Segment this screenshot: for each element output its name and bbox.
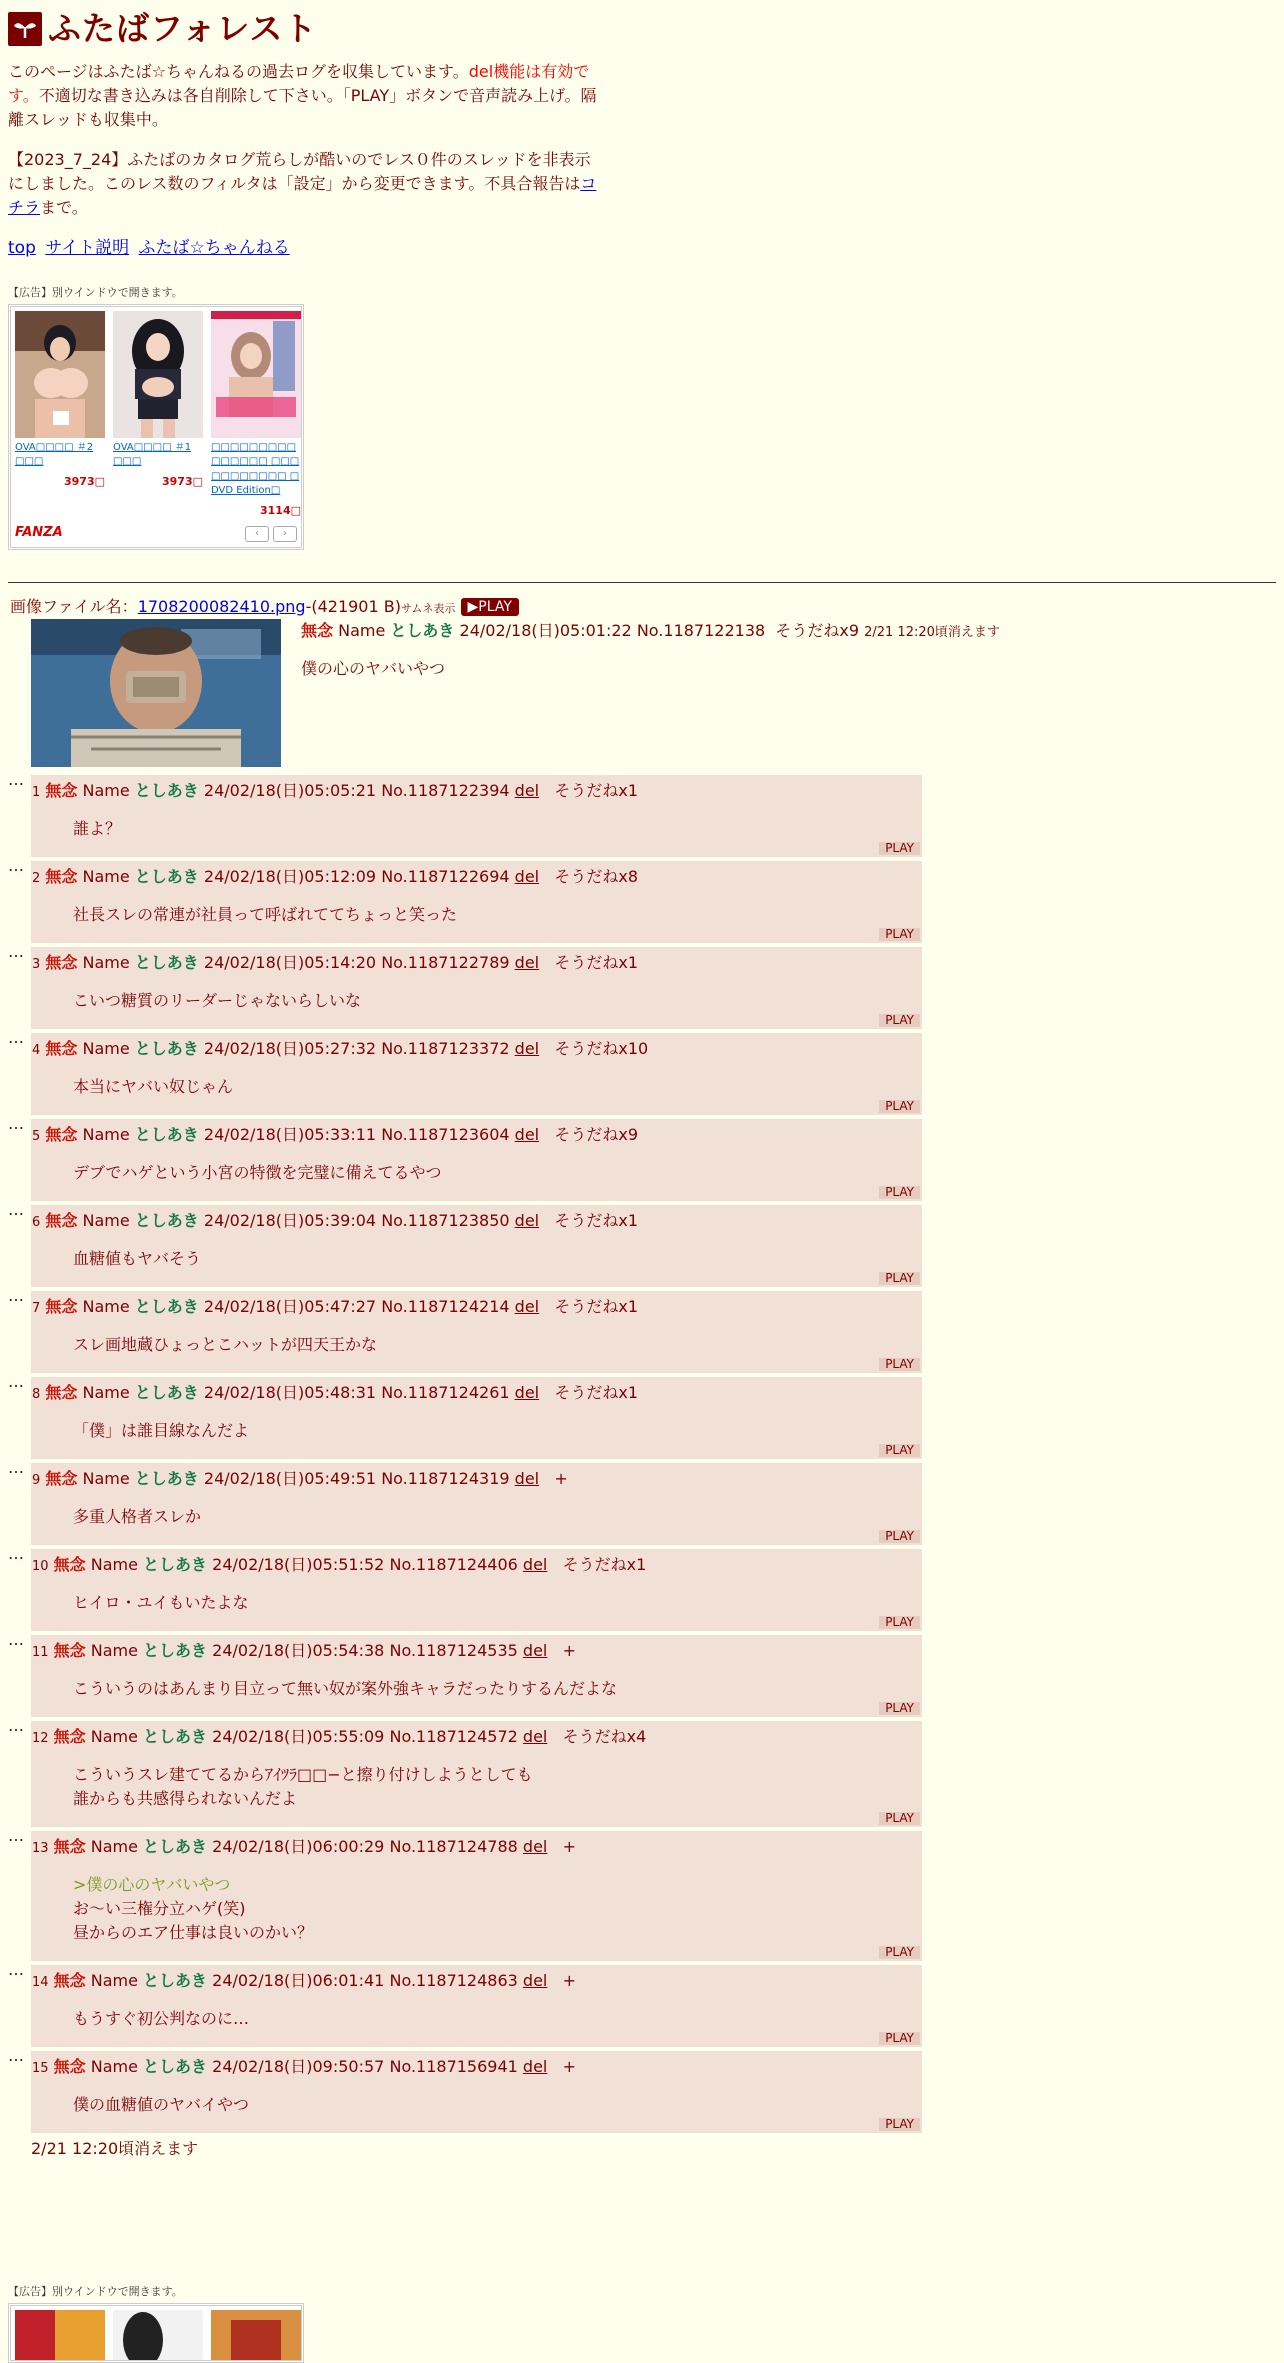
reply-list bbox=[8, 769, 1276, 2133]
soudane-button[interactable]: そうだねx9 bbox=[554, 1124, 639, 1144]
reply-index: 15 bbox=[32, 2060, 49, 2076]
soudane-button[interactable]: そうだねx10 bbox=[554, 1038, 649, 1058]
reply-body bbox=[73, 1873, 920, 1945]
reply-row bbox=[8, 941, 1276, 1029]
reply-name-label: Name bbox=[82, 1468, 130, 1488]
reply-post bbox=[31, 1205, 922, 1287]
ad-price: 3973□ bbox=[63, 474, 105, 488]
reply-post bbox=[31, 1635, 922, 1717]
reply-poster-name: としあき bbox=[134, 1296, 199, 1316]
del-link[interactable]: del bbox=[514, 1382, 540, 1402]
del-link[interactable]: del bbox=[514, 952, 540, 972]
ad-bottom-label: 【広告】別ウインドウで開きます。 bbox=[8, 2285, 183, 2298]
ad-item[interactable] bbox=[15, 311, 105, 520]
reply-menu-icon[interactable]: … bbox=[8, 855, 24, 875]
reply-body bbox=[73, 817, 920, 841]
reply-menu-icon[interactable]: … bbox=[8, 941, 24, 961]
soudane-button[interactable]: そうだねx1 bbox=[554, 1210, 639, 1230]
del-link[interactable]: del bbox=[522, 1836, 548, 1856]
reply-menu-icon[interactable]: … bbox=[8, 1543, 24, 1563]
reply-text: お〜い三権分立ハゲ(笑) 昼からのエア仕事は良いのかい？ bbox=[73, 1898, 314, 1942]
soudane-button[interactable]: そうだねx1 bbox=[554, 1296, 639, 1316]
ad-thumbnail[interactable] bbox=[15, 311, 105, 438]
ad-bottom-box bbox=[8, 2303, 304, 2363]
reply-datetime: 24/02/18(日)05:54:38 bbox=[212, 1640, 385, 1660]
reply-datetime: 24/02/18(日)06:00:29 bbox=[212, 1836, 385, 1856]
reply-name-label: Name bbox=[82, 952, 130, 972]
file-size: -(421901 B) bbox=[305, 596, 401, 616]
reply-post bbox=[31, 1463, 922, 1545]
reply-poster-name: としあき bbox=[143, 2056, 208, 2076]
reply-play-button[interactable]: PLAY bbox=[879, 1186, 920, 1199]
reply-post-number[interactable]: No.1187124572 bbox=[389, 1726, 518, 1746]
reply-play-button[interactable]: PLAY bbox=[879, 2118, 920, 2131]
reply-play-button[interactable]: PLAY bbox=[879, 1272, 920, 1285]
reply-text: 誰よ？ bbox=[73, 818, 122, 838]
reply-post bbox=[31, 1965, 922, 2047]
ad-price: 3114□ bbox=[259, 503, 301, 517]
reply-post bbox=[31, 861, 922, 943]
reply-index: 3 bbox=[32, 956, 41, 972]
reply-body bbox=[73, 1677, 920, 1701]
ad-product-name[interactable]: OVA□□□□ ＃1 □□□ bbox=[113, 441, 192, 467]
reply-subject: 無念 bbox=[45, 1124, 78, 1144]
reply-post-number[interactable]: No.1187122394 bbox=[381, 780, 510, 800]
reply-play-button[interactable]: PLAY bbox=[879, 1946, 920, 1959]
reply-post bbox=[31, 1831, 922, 1961]
reply-post bbox=[31, 1119, 922, 1201]
thread-separator bbox=[8, 582, 1276, 583]
reply-subject: 無念 bbox=[45, 780, 78, 800]
reply-post-number[interactable]: No.1187122694 bbox=[381, 866, 510, 886]
file-label: 画像ファイル名： bbox=[10, 596, 138, 616]
del-link[interactable]: del bbox=[514, 1124, 540, 1144]
reply-play-button[interactable]: PLAY bbox=[879, 2032, 920, 2045]
reply-text: 僕の血糖値のヤバイやつ bbox=[73, 2094, 250, 2114]
del-link[interactable]: del bbox=[514, 1038, 540, 1058]
file-info bbox=[10, 595, 1276, 619]
reply-menu-icon[interactable]: … bbox=[8, 1113, 24, 1133]
reply-datetime: 24/02/18(日)05:47:27 bbox=[203, 1296, 377, 1316]
reply-poster-name: としあき bbox=[143, 1640, 208, 1660]
reply-body bbox=[73, 1419, 920, 1443]
reply-poster-name: としあき bbox=[134, 866, 199, 886]
image-file-link[interactable]: 1708200082410.png bbox=[137, 596, 306, 616]
reply-poster-name: としあき bbox=[143, 1554, 208, 1574]
reply-name-label: Name bbox=[82, 1038, 130, 1058]
reply-post-number[interactable]: No.1187156941 bbox=[389, 2056, 518, 2076]
reply-poster-name: としあき bbox=[134, 1124, 199, 1144]
reply-name-label: Name bbox=[90, 1970, 138, 1990]
soudane-button[interactable]: + bbox=[554, 1468, 568, 1488]
reply-row bbox=[8, 2045, 1276, 2133]
reply-text: 本当にヤバい奴じゃん bbox=[73, 1076, 234, 1096]
reply-text: スレ画地蔵ひょっとこハットが四天王かな bbox=[73, 1334, 378, 1354]
reply-row bbox=[8, 1371, 1276, 1459]
reply-row bbox=[8, 1959, 1276, 2047]
del-link[interactable]: del bbox=[514, 866, 540, 886]
reply-datetime: 24/02/18(日)05:49:51 bbox=[203, 1468, 377, 1488]
reply-play-button[interactable]: PLAY bbox=[879, 1702, 920, 1715]
op-post bbox=[8, 619, 1276, 775]
site-header bbox=[8, 4, 1276, 54]
reply-body bbox=[73, 2007, 920, 2031]
reply-text: 血糖値もヤバそう bbox=[73, 1248, 202, 1268]
soudane-button[interactable]: + bbox=[562, 1970, 577, 1990]
reply-poster-name: としあき bbox=[134, 1038, 199, 1058]
reply-index: 4 bbox=[32, 1042, 41, 1058]
notice-part-1: 【2023_7_24】ふたばのカタログ荒らしが酷いのでレス０件のスレッドを非表示にしました。このレス数のフィルタは「設定」から変更できます。不具合報告は bbox=[8, 149, 591, 193]
reply-name-label: Name bbox=[82, 866, 130, 886]
reply-name-label: Name bbox=[90, 1836, 138, 1856]
reply-post-number[interactable]: No.1187124406 bbox=[389, 1554, 518, 1574]
reply-datetime: 24/02/18(日)05:48:31 bbox=[203, 1382, 377, 1402]
op-play-button[interactable] bbox=[461, 598, 519, 616]
reply-poster-name: としあき bbox=[134, 780, 199, 800]
reply-name-label: Name bbox=[90, 2056, 138, 2076]
soudane-button[interactable]: そうだねx1 bbox=[562, 1554, 647, 1574]
soudane-button[interactable]: + bbox=[562, 1640, 577, 1660]
reply-row bbox=[8, 1629, 1276, 1717]
reply-play-button[interactable]: PLAY bbox=[879, 1100, 920, 1113]
reply-post-number[interactable]: No.1187124535 bbox=[389, 1640, 518, 1660]
reply-row bbox=[8, 1027, 1276, 1115]
reply-menu-icon[interactable]: … bbox=[8, 2045, 24, 2065]
reply-text: こういうスレ建ててるからｱｲﾂﾗ□□−と擦り付けしようとしても 誰からも共感得られないんだよ bbox=[73, 1764, 533, 1808]
reply-play-button[interactable]: PLAY bbox=[879, 928, 920, 941]
reply-name-label: Name bbox=[82, 1124, 130, 1144]
reply-subject: 無念 bbox=[45, 1468, 78, 1488]
ad-next-button[interactable]: › bbox=[273, 526, 297, 542]
reply-play-button[interactable]: PLAY bbox=[879, 1616, 920, 1629]
soudane-button[interactable]: + bbox=[562, 2056, 577, 2076]
reply-row bbox=[8, 1199, 1276, 1287]
thumb-label: サムネ表示 bbox=[400, 601, 456, 615]
soudane-button[interactable]: そうだねx1 bbox=[554, 1382, 639, 1402]
reply-datetime: 24/02/18(日)05:12:09 bbox=[203, 866, 377, 886]
reply-post-number[interactable]: No.1187123850 bbox=[381, 1210, 510, 1230]
reply-subject: 無念 bbox=[45, 1382, 78, 1402]
reply-post bbox=[31, 1033, 922, 1115]
reply-post bbox=[31, 1377, 922, 1459]
op-header bbox=[301, 619, 1000, 643]
report-link[interactable]: コチラ bbox=[8, 173, 597, 217]
reply-post bbox=[31, 947, 922, 1029]
reply-body bbox=[73, 1161, 920, 1185]
futaba-leaf-icon bbox=[8, 12, 42, 46]
reply-row bbox=[8, 1457, 1276, 1545]
reply-name-label: Name bbox=[82, 1296, 130, 1316]
reply-body bbox=[73, 1505, 920, 1529]
reply-index: 6 bbox=[32, 1214, 41, 1230]
ad-label: 【広告】別ウインドウで開きます。 bbox=[8, 286, 183, 299]
soudane-button[interactable]: そうだねx4 bbox=[562, 1726, 647, 1746]
reply-row bbox=[8, 1825, 1276, 1961]
reply-poster-name: としあき bbox=[134, 952, 199, 972]
reply-poster-name: としあき bbox=[134, 1382, 199, 1402]
reply-row bbox=[8, 769, 1276, 857]
reply-text: こいつ糖質のリーダーじゃないらしいな bbox=[73, 990, 362, 1010]
soudane-button[interactable]: そうだねx8 bbox=[554, 866, 639, 886]
reply-menu-icon[interactable]: … bbox=[8, 1825, 24, 1845]
notice-text bbox=[8, 148, 604, 220]
thread-expire-footer: 2/21 12:20頃消えます bbox=[31, 2138, 199, 2158]
reply-subject: 無念 bbox=[45, 1296, 78, 1316]
reply-index: 14 bbox=[32, 1974, 49, 1990]
nav-about-link[interactable]: サイト説明 bbox=[45, 237, 130, 258]
op-name-label: Name bbox=[338, 620, 386, 640]
reply-row bbox=[8, 1285, 1276, 1373]
reply-menu-icon[interactable]: … bbox=[8, 1027, 24, 1047]
reply-index: 12 bbox=[32, 1730, 49, 1746]
intro-part-2: 不適切な書き込みは各自削除して下さい。「PLAY」ボタンで音声読み上げ。隔離スレッドも収集中。 bbox=[8, 85, 597, 129]
reply-post bbox=[31, 1721, 922, 1827]
reply-menu-icon[interactable]: … bbox=[8, 1629, 24, 1649]
reply-post-number[interactable]: No.1187124261 bbox=[381, 1382, 510, 1402]
reply-subject: 無念 bbox=[53, 1836, 86, 1856]
play-icon: ▶ bbox=[467, 598, 479, 615]
nav-links bbox=[8, 236, 1276, 262]
reply-post bbox=[31, 775, 922, 857]
reply-post bbox=[31, 1549, 922, 1631]
intro-part-1: このページはふたば☆ちゃんねるの過去ログを収集しています。 bbox=[8, 61, 469, 81]
reply-body bbox=[73, 1247, 920, 1271]
op-subject: 無念 bbox=[301, 620, 334, 640]
reply-datetime: 24/02/18(日)05:55:09 bbox=[212, 1726, 385, 1746]
reply-play-button[interactable]: PLAY bbox=[879, 1812, 920, 1825]
reply-poster-name: としあき bbox=[134, 1210, 199, 1230]
ad-item[interactable] bbox=[113, 311, 203, 520]
ad-pager bbox=[245, 526, 297, 542]
reply-poster-name: としあき bbox=[143, 1970, 208, 1990]
reply-name-label: Name bbox=[82, 1210, 130, 1230]
del-link[interactable]: del bbox=[522, 1726, 548, 1746]
reply-text: こういうのはあんまり目立って無い奴が案外強キャラだったりするんだよな bbox=[73, 1678, 618, 1698]
reply-text: 社長スレの常連が社員って呼ばれててちょっと笑った bbox=[73, 904, 458, 924]
nav-futaba-link[interactable]: ふたば☆ちゃんねる bbox=[138, 237, 290, 258]
reply-datetime: 24/02/18(日)05:14:20 bbox=[203, 952, 377, 972]
notice-part-2: まで。 bbox=[40, 197, 88, 217]
play-label: PLAY bbox=[478, 598, 512, 615]
fanza-logo: FANZA bbox=[15, 525, 63, 540]
ad-bottom-thumbnail[interactable] bbox=[15, 2310, 105, 2363]
reply-body bbox=[73, 1591, 920, 1615]
reply-text: デブでハゲという小宮の特徴を完璧に備えてるやつ bbox=[73, 1162, 442, 1182]
reply-text: 「僕」は誰目線なんだよ bbox=[73, 1420, 250, 1440]
op-poster-name: としあき bbox=[390, 620, 455, 640]
reply-subject: 無念 bbox=[45, 1210, 78, 1230]
reply-body bbox=[73, 1333, 920, 1357]
intro-del-notice: del機能は有効です。 bbox=[8, 61, 590, 105]
reply-index: 11 bbox=[32, 1644, 49, 1660]
reply-index: 5 bbox=[32, 1128, 41, 1144]
reply-name-label: Name bbox=[90, 1726, 138, 1746]
del-link[interactable]: del bbox=[522, 1554, 548, 1574]
op-post-number[interactable]: No.1187122138 bbox=[636, 620, 766, 640]
reply-datetime: 24/02/18(日)05:51:52 bbox=[212, 1554, 385, 1574]
reply-text: 多重人格者スレか bbox=[73, 1506, 202, 1526]
reply-subject: 無念 bbox=[53, 2056, 86, 2076]
reply-menu-icon[interactable]: … bbox=[8, 1199, 24, 1219]
reply-post-number[interactable]: No.1187123372 bbox=[381, 1038, 510, 1058]
reply-post bbox=[31, 1291, 922, 1373]
reply-play-button[interactable]: PLAY bbox=[879, 1444, 920, 1457]
op-thumbnail[interactable] bbox=[31, 619, 281, 767]
site-title: ふたばフォレスト bbox=[48, 9, 318, 48]
reply-menu-icon[interactable]: … bbox=[8, 769, 24, 789]
reply-row bbox=[8, 1715, 1276, 1827]
reply-body bbox=[73, 2093, 920, 2117]
del-link[interactable]: del bbox=[514, 1296, 540, 1316]
reply-row bbox=[8, 1113, 1276, 1201]
reply-poster-name: としあき bbox=[143, 1726, 208, 1746]
op-body: 僕の心のヤバいやつ bbox=[301, 658, 446, 678]
ad-item[interactable] bbox=[211, 311, 301, 520]
soudane-button[interactable]: そうだねx1 bbox=[554, 780, 639, 800]
ad-thumbnail[interactable] bbox=[113, 311, 203, 438]
reply-index: 2 bbox=[32, 870, 41, 886]
reply-body bbox=[73, 989, 920, 1013]
reply-index: 13 bbox=[32, 1840, 49, 1856]
soudane-button[interactable]: そうだねx1 bbox=[554, 952, 639, 972]
reply-poster-name: としあき bbox=[134, 1468, 199, 1488]
del-link[interactable]: del bbox=[514, 1468, 540, 1488]
reply-name-label: Name bbox=[90, 1554, 138, 1574]
reply-subject: 無念 bbox=[53, 1640, 86, 1660]
reply-text: ヒイロ・ユイもいたよな bbox=[73, 1592, 249, 1612]
reply-menu-icon[interactable]: … bbox=[8, 1285, 24, 1305]
reply-index: 10 bbox=[32, 1558, 49, 1574]
reply-text: もうすぐ初公判なのに… bbox=[73, 2008, 250, 2028]
reply-post-number[interactable]: No.1187122789 bbox=[381, 952, 510, 972]
reply-menu-icon[interactable]: … bbox=[8, 1959, 24, 1979]
reply-datetime: 24/02/18(日)05:33:11 bbox=[203, 1124, 377, 1144]
reply-subject: 無念 bbox=[53, 1726, 86, 1746]
reply-menu-icon[interactable]: … bbox=[8, 1715, 24, 1735]
ad-box bbox=[8, 304, 304, 550]
soudane-button[interactable]: + bbox=[562, 1836, 577, 1856]
reply-body bbox=[73, 1763, 920, 1811]
reply-play-button[interactable]: PLAY bbox=[879, 842, 920, 855]
reply-row bbox=[8, 855, 1276, 943]
del-link[interactable]: del bbox=[514, 780, 540, 800]
quote-text: >僕の心のヤバいやつ bbox=[73, 1874, 231, 1894]
ad-price: 3973□ bbox=[161, 474, 203, 488]
reply-body bbox=[73, 903, 920, 927]
del-link[interactable]: del bbox=[522, 1640, 548, 1660]
reply-name-label: Name bbox=[90, 1640, 138, 1660]
op-datetime: 24/02/18(日)05:01:22 bbox=[459, 620, 632, 640]
ad-bottom bbox=[8, 2284, 304, 2363]
reply-post bbox=[31, 2051, 922, 2133]
del-link[interactable]: del bbox=[522, 1970, 548, 1990]
reply-index: 7 bbox=[32, 1300, 41, 1316]
op-expire: 2/21 12:20頃消えます bbox=[864, 624, 1000, 640]
reply-subject: 無念 bbox=[53, 1970, 86, 1990]
nav-top-link[interactable]: top bbox=[8, 237, 36, 258]
reply-index: 9 bbox=[32, 1472, 41, 1488]
ad-bottom-thumbnail[interactable] bbox=[211, 2310, 301, 2363]
reply-datetime: 24/02/18(日)05:27:32 bbox=[203, 1038, 377, 1058]
reply-name-label: Name bbox=[82, 1382, 130, 1402]
reply-index: 8 bbox=[32, 1386, 41, 1402]
reply-menu-icon[interactable]: … bbox=[8, 1371, 24, 1391]
reply-datetime: 24/02/18(日)05:39:04 bbox=[203, 1210, 377, 1230]
reply-play-button[interactable]: PLAY bbox=[879, 1530, 920, 1543]
ad-prev-button[interactable]: ‹ bbox=[245, 526, 269, 542]
ad-product-name[interactable]: □□□□□□□□□□□□□□□ □□□□□□□□□□□ □DVD Edition□ bbox=[211, 441, 300, 496]
ad-thumbnail[interactable] bbox=[211, 311, 301, 438]
reply-post-number[interactable]: No.1187124319 bbox=[381, 1468, 510, 1488]
intro-text bbox=[8, 60, 604, 132]
reply-name-label: Name bbox=[82, 780, 130, 800]
reply-post-number[interactable]: No.1187124214 bbox=[381, 1296, 510, 1316]
reply-row bbox=[8, 1543, 1276, 1631]
reply-datetime: 24/02/18(日)06:01:41 bbox=[212, 1970, 385, 1990]
reply-play-button[interactable]: PLAY bbox=[879, 1358, 920, 1371]
reply-post-number[interactable]: No.1187124788 bbox=[389, 1836, 518, 1856]
op-soudane[interactable]: そうだねx9 bbox=[775, 620, 860, 640]
reply-menu-icon[interactable]: … bbox=[8, 1457, 24, 1477]
del-link[interactable]: del bbox=[514, 1210, 540, 1230]
reply-subject: 無念 bbox=[45, 866, 78, 886]
reply-subject: 無念 bbox=[45, 952, 78, 972]
ad-bottom-thumbnail[interactable] bbox=[113, 2310, 203, 2363]
ad-product-name[interactable]: OVA□□□□ ＃2 □□□ bbox=[15, 441, 94, 467]
reply-datetime: 24/02/18(日)09:50:57 bbox=[212, 2056, 385, 2076]
reply-index: 1 bbox=[32, 784, 41, 800]
reply-datetime: 24/02/18(日)05:05:21 bbox=[203, 780, 377, 800]
reply-post-number[interactable]: No.1187124863 bbox=[389, 1970, 518, 1990]
reply-subject: 無念 bbox=[45, 1038, 78, 1058]
del-link[interactable]: del bbox=[522, 2056, 548, 2076]
reply-post-number[interactable]: No.1187123604 bbox=[381, 1124, 510, 1144]
reply-body bbox=[73, 1075, 920, 1099]
reply-poster-name: としあき bbox=[143, 1836, 208, 1856]
reply-subject: 無念 bbox=[53, 1554, 86, 1574]
reply-play-button[interactable]: PLAY bbox=[879, 1014, 920, 1027]
